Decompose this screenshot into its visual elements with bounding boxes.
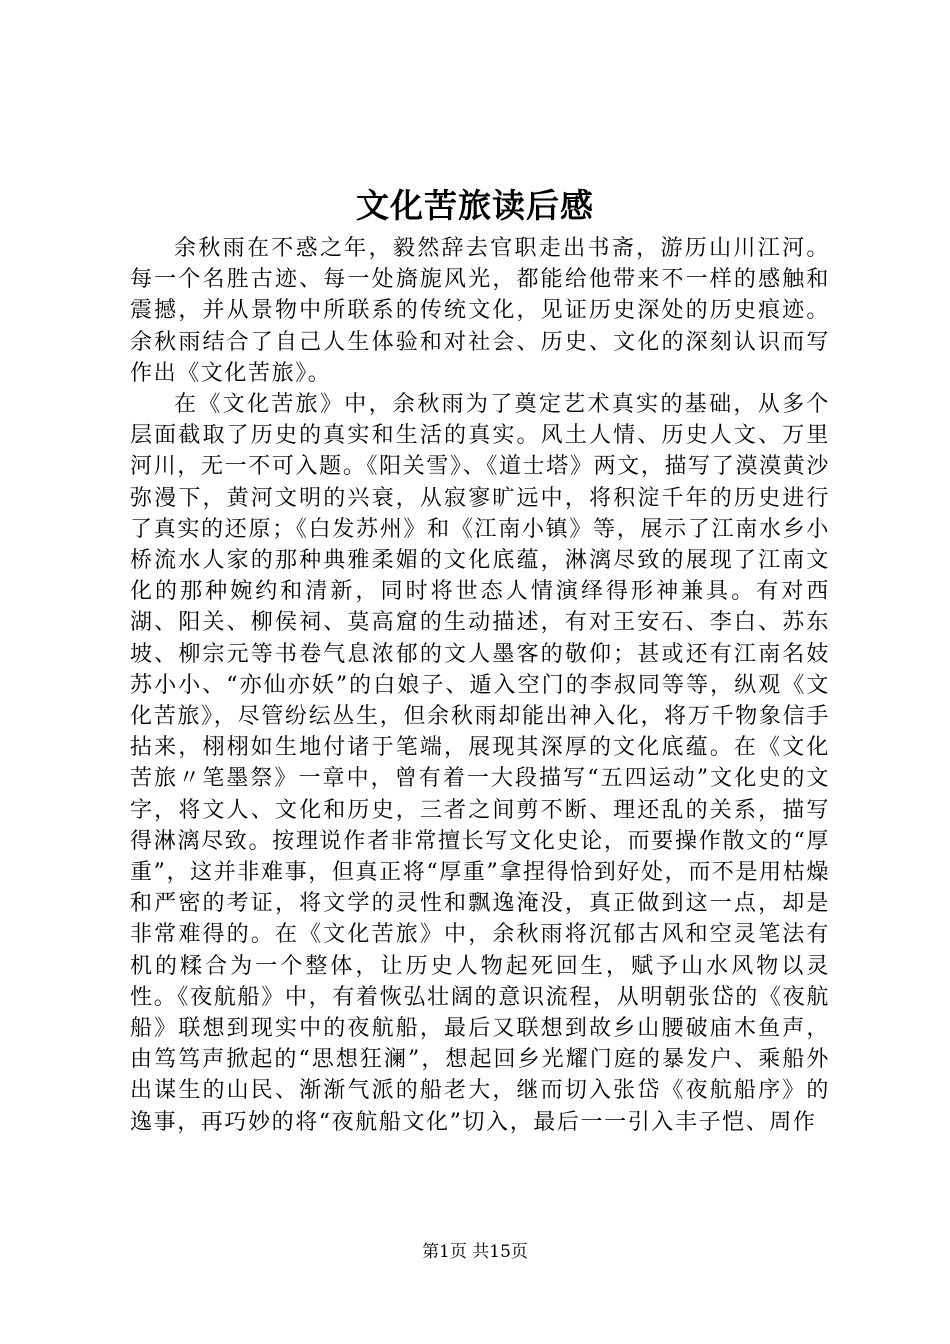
document-title: 文化苦旅读后感 — [356, 186, 594, 225]
page-number-footer: 第1页 共15页 — [422, 1242, 528, 1262]
document-body — [130, 233, 830, 1138]
paragraph: 余秋雨在不惑之年，毅然辞去官职走出书斋，游历山川江河。每一个名胜古迹、每一处旖旎风光，都能给他带来不一样的感触和震撼，并从景物中所联系的传统文化，见证历史深处的历史痕迹。余秋雨结合了自己人生体验和对社会、历史、文化的深刻认识而写作出《文化苦旅》。 — [130, 236, 830, 386]
paragraph: 在《文化苦旅》中，余秋雨为了奠定艺术真实的基础，从多个层面截取了历史的真实和生活的真实。风土人情、历史人文、万里河川，无一不可入题。《阳关雪》、《道士塔》两文，描写了漠漠黄沙弥漫下，黄河文明的兴衰，从寂寥旷远中，将积淀千年的历史进行了真实的还原；《白发苏州》和《江南小镇》等，展示了江南水乡小桥流水人家的那种典雅柔媚的文化底蕴，淋漓尽致的展现了江南文化的那种婉约和清新，同时将世态人情演绎得形神兼具。有对西湖、阳关、柳侯祠、莫高窟的生动描述，有对王安石、李白、苏东坡、柳宗元等书卷气息浓郁的文人墨客的敬仰；甚或还有江南名妓苏小小、“亦仙亦妖”的白娘子、遁入空门的李叔同等等，纵观《文化苦旅》，尽管纷纭丛生，但余秋雨却能出神入化，将万千物象信手拈来，栩栩如生地付诸于笔端，展现其深厚的文化底蕴。在《文化苦旅〃笔墨祭》一章中，曾有着一大段描写“五四运动”文化史的文字，将文人、文化和历史，三者之间剪不断、理还乱的关系，描写得淋漓尽致。按理说作者非常擅长写文化史论，而要操作散文的“厚重”，这并非难事，但真正将“厚重”拿捏得恰到好处，而不是用枯燥和严密的考证，将文学的灵性和飘逸淹没，真正做到这一点，却是非常难得的。在《文化苦旅》中，余秋雨将沉郁古风和空灵笔法有机的糅合为一个整体，让历史人物起死回生，赋予山水风物以灵性。《夜航船》中，有着恢弘壮阔的意识流程，从明朝张岱的《夜航船》联想到现实中的夜航船，最后又联想到故乡山腰破庙木鱼声，由笃笃声掀起的“思想狂澜”，想起回乡光耀门庭的暴发户、乘船外出谋生的山民、渐渐气派的船老大，继而切入张岱《夜航船序》的逸事，再巧妙的将“夜航船文化”切入，最后一一引入丰子恺、周作 — [130, 392, 830, 1135]
